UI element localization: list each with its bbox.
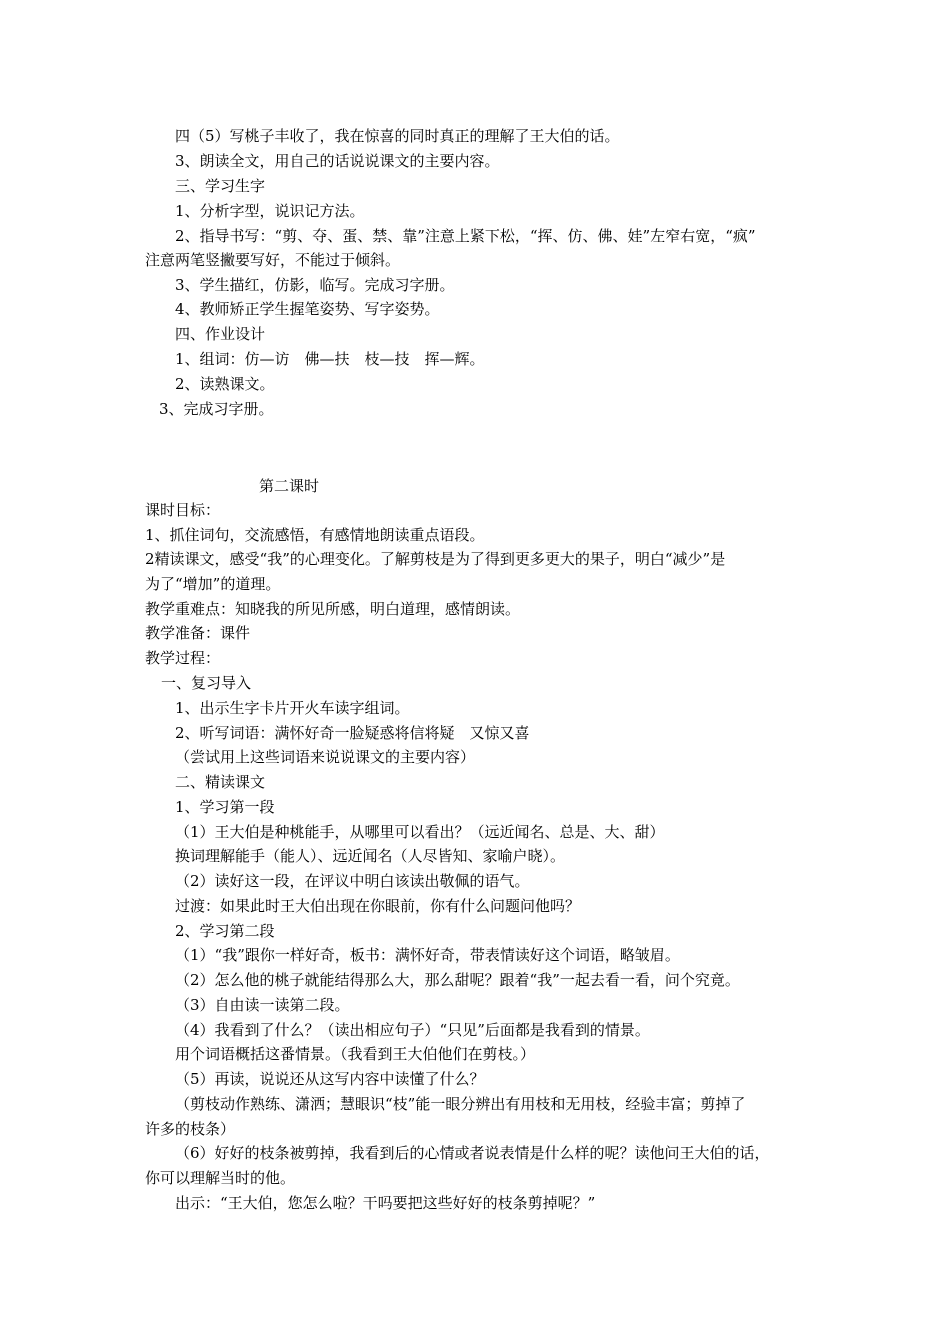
text-line: 2、听写词语：满怀好奇一脸疑惑将信将疑 又惊又喜 [175, 724, 530, 742]
text-line: 2、指导书写：“剪、夺、蛋、禁、靠”注意上紧下松，“挥、仿、佛、娃”左窄右宽，“疯” [175, 227, 756, 245]
text-line: 2、学习第二段 [175, 922, 275, 940]
text-line: 3、完成习字册。 [159, 400, 274, 418]
section-heading: 一、复习导入 [161, 674, 252, 692]
section-heading: 二、精读课文 [175, 773, 266, 791]
text-line: （剪枝动作熟练、潇洒；慧眼识“枝”能一眼分辨出有用枝和无用枝，经验丰富；剪掉了 [175, 1095, 746, 1113]
text-line: 1、分析字型，说识记方法。 [175, 202, 365, 220]
text-line: （尝试用上这些词语来说说课文的主要内容） [175, 748, 476, 766]
text-line: 教学过程： [145, 649, 221, 667]
text-line: （2）怎么他的桃子就能结得那么大，那么甜呢？跟着“我”一起去看一看，问个究竟。 [175, 971, 740, 989]
text-line: 教学准备：课件 [145, 624, 251, 642]
text-line: 过渡：如果此时王大伯出现在你眼前，你有什么问题问他吗？ [175, 897, 581, 915]
text-line: （5）再读，说说还从这写内容中读懂了什么？ [175, 1070, 485, 1088]
text-line: 3、学生描红，仿影，临写。完成习字册。 [175, 276, 455, 294]
text-line: 1、出示生字卡片开火车读字组词。 [175, 699, 410, 717]
text-line: （2）读好这一段，在评议中明白该读出敬佩的语气。 [175, 872, 530, 890]
section-heading: 四、作业设计 [175, 325, 266, 343]
text-line: 教学重难点：知晓我的所见所感，明白道理，感情朗读。 [145, 600, 521, 618]
text-line: 课时目标： [145, 501, 221, 519]
text-line: 为了“增加”的道理。 [145, 575, 281, 593]
text-line: （3）自由读一读第二段。 [175, 996, 350, 1014]
text-line: 1、抓住词句，交流感悟，有感情地朗读重点语段。 [145, 526, 485, 544]
text-line: 四（5）写桃子丰收了，我在惊喜的同时真正的理解了王大伯的话。 [175, 127, 620, 145]
text-line: 注意两笔竖撇要写好，不能过于倾斜。 [145, 251, 401, 269]
text-line: 2精读课文，感受“我”的心理变化。了解剪枝是为了得到更多更大的果子，明白“减少”是 [145, 550, 726, 568]
lesson-title: 第二课时 [259, 477, 320, 495]
text-line: 4、教师矫正学生握笔姿势、写字姿势。 [175, 300, 440, 318]
text-line: 2、读熟课文。 [175, 375, 275, 393]
text-line: 1、学习第一段 [175, 798, 275, 816]
text-line: 出示：“王大伯，您怎么啦？干吗要把这些好好的枝条剪掉呢？” [175, 1194, 596, 1212]
text-line: （1）“我”跟你一样好奇，板书：满怀好奇，带表情读好这个词语，略皱眉。 [175, 946, 680, 964]
text-line: 你可以理解当时的他。 [145, 1169, 296, 1187]
text-line: （4）我看到了什么？（读出相应句子）“只见”后面都是我看到的情景。 [175, 1021, 650, 1039]
text-line: 许多的枝条） [145, 1120, 236, 1138]
text-line: （1）王大伯是种桃能手，从哪里可以看出？（远近闻名、总是、大、甜） [175, 823, 665, 841]
text-line: 换词理解能手（能人）、远近闻名（人尽皆知、家喻户晓）。 [175, 847, 566, 865]
section-heading: 三、学习生字 [175, 177, 266, 195]
text-line: 3、朗读全文，用自己的话说说课文的主要内容。 [175, 152, 500, 170]
text-line: 1、组词：仿—访 佛—扶 枝—技 挥—辉。 [175, 350, 485, 368]
text-line: （6）好好的枝条被剪掉，我看到后的心情或者说表情是什么样的呢？读他问王大伯的话， [175, 1144, 770, 1162]
text-line: 用个词语概括这番情景。（我看到王大伯他们在剪枝。） [175, 1045, 536, 1063]
